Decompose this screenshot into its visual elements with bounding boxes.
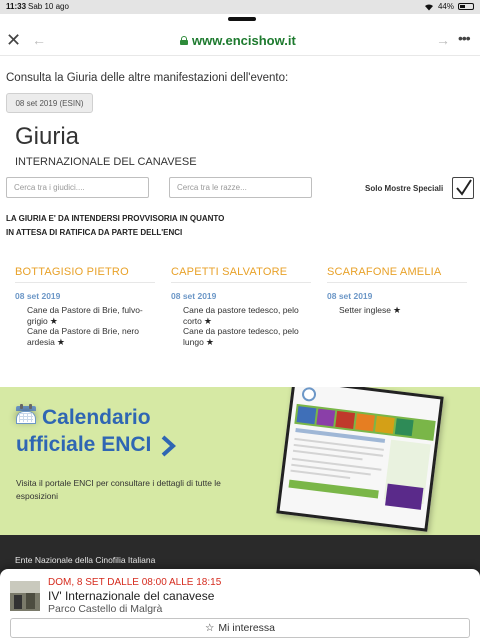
breed-line: corto — [183, 315, 202, 326]
breed-line: Setter inglese — [339, 305, 391, 315]
wifi-icon — [424, 3, 434, 11]
search-judges-placeholder: Cerca tra i giudici.... — [14, 183, 85, 192]
search-judges-input[interactable] — [6, 177, 149, 198]
battery-level — [460, 5, 465, 8]
breed-item[interactable] — [183, 305, 311, 326]
interest-label: Mi interessa — [218, 622, 276, 634]
url-text: www.encishow.it — [192, 33, 296, 48]
breed-line: Cane da pastore tedesco, pelo — [183, 326, 299, 336]
breed-line: Cane da pastore tedesco, pelo — [183, 305, 299, 315]
home-indicator[interactable] — [228, 17, 256, 21]
judge-card — [327, 266, 467, 316]
checkmark-icon — [455, 179, 473, 197]
warning-line-2: IN ATTESA DI RATIFICA DA PARTE DELL'ENCI — [6, 228, 183, 237]
lock-icon — [180, 36, 188, 45]
star-icon: ★ — [49, 315, 58, 326]
star-icon: ★ — [205, 336, 214, 347]
breed-item[interactable] — [339, 305, 467, 316]
breed-item[interactable] — [27, 326, 155, 347]
browser-toolbar — [0, 26, 480, 56]
breed-line: ardesia — [27, 336, 55, 347]
breed-list — [171, 305, 311, 347]
back-arrow-icon[interactable]: ← — [32, 32, 46, 48]
status-bar — [0, 0, 480, 14]
breed-line: grigio — [27, 315, 48, 326]
close-icon[interactable]: ✕ — [6, 30, 22, 50]
judge-card — [15, 266, 155, 347]
judge-card — [171, 266, 311, 347]
page-subtitle: INTERNAZIONALE DEL CANAVESE — [15, 156, 197, 168]
more-icon[interactable]: ••• — [458, 30, 470, 46]
event-chip[interactable]: 08 set 2019 (ESIN) — [6, 93, 93, 113]
search-breeds-input[interactable] — [169, 177, 312, 198]
judge-name[interactable]: BOTTAGISIO PIETRO — [15, 266, 155, 283]
footer-org-name: Ente Nazionale della Cinofilia Italiana — [15, 555, 156, 565]
search-breeds-placeholder: Cerca tra le razze... — [177, 183, 247, 192]
calendar-banner[interactable] — [0, 387, 480, 535]
page-title: Giuria — [15, 123, 80, 150]
battery-icon — [458, 3, 474, 10]
judge-date: 08 set 2019 — [15, 291, 61, 301]
judge-date: 08 set 2019 — [171, 291, 217, 301]
status-date: Sab 10 ago — [28, 2, 69, 11]
event-thumbnail — [10, 581, 40, 611]
breed-item[interactable] — [27, 305, 155, 326]
special-shows-label: Solo Mostre Speciali — [365, 184, 444, 193]
special-shows-checkbox[interactable] — [452, 177, 474, 199]
breed-line: Cane da Pastore di Brie, fulvo- — [27, 305, 143, 315]
provisional-warning — [6, 212, 266, 240]
status-time: 11:33 — [6, 2, 27, 11]
star-icon: ★ — [392, 305, 402, 315]
event-place: Parco Castello di Malgrà — [48, 603, 163, 615]
breed-list — [327, 305, 467, 316]
event-title[interactable]: IV' Internazionale del canavese — [48, 589, 215, 603]
interest-button[interactable] — [10, 618, 470, 638]
banner-text: Visita il portale ENCI per consultare i dettagli di tutte le esposizioni — [16, 478, 221, 501]
warning-line-1: LA GIURIA E' DA INTENDERSI PROVVISORIA IN QUANTO — [6, 214, 225, 223]
portal-preview-image — [276, 387, 443, 532]
breed-item[interactable] — [183, 326, 311, 347]
banner-title[interactable]: Calendario ufficiale ENCI — [16, 406, 152, 456]
judge-name[interactable]: SCARAFONE AMELIA — [327, 266, 467, 283]
address-bar[interactable] — [180, 33, 296, 48]
judge-date: 08 set 2019 — [327, 291, 373, 301]
star-icon: ★ — [56, 336, 65, 347]
forward-arrow-icon[interactable]: → — [436, 32, 450, 48]
judge-name[interactable]: CAPETTI SALVATORE — [171, 266, 311, 283]
breed-line: Cane da Pastore di Brie, nero — [27, 326, 139, 336]
status-right — [424, 2, 474, 11]
star-outline-icon: ☆ — [204, 622, 215, 634]
star-icon: ★ — [203, 315, 212, 326]
chevron-right-icon[interactable] — [160, 435, 176, 457]
breed-list — [15, 305, 155, 347]
breed-line: lungo — [183, 336, 204, 347]
battery-percent: 44% — [437, 2, 454, 11]
intro-text: Consulta la Giuria delle altre manifestazioni dell'evento: — [6, 72, 289, 84]
event-date: DOM, 8 SET DALLE 08:00 ALLE 18:15 — [48, 577, 222, 588]
